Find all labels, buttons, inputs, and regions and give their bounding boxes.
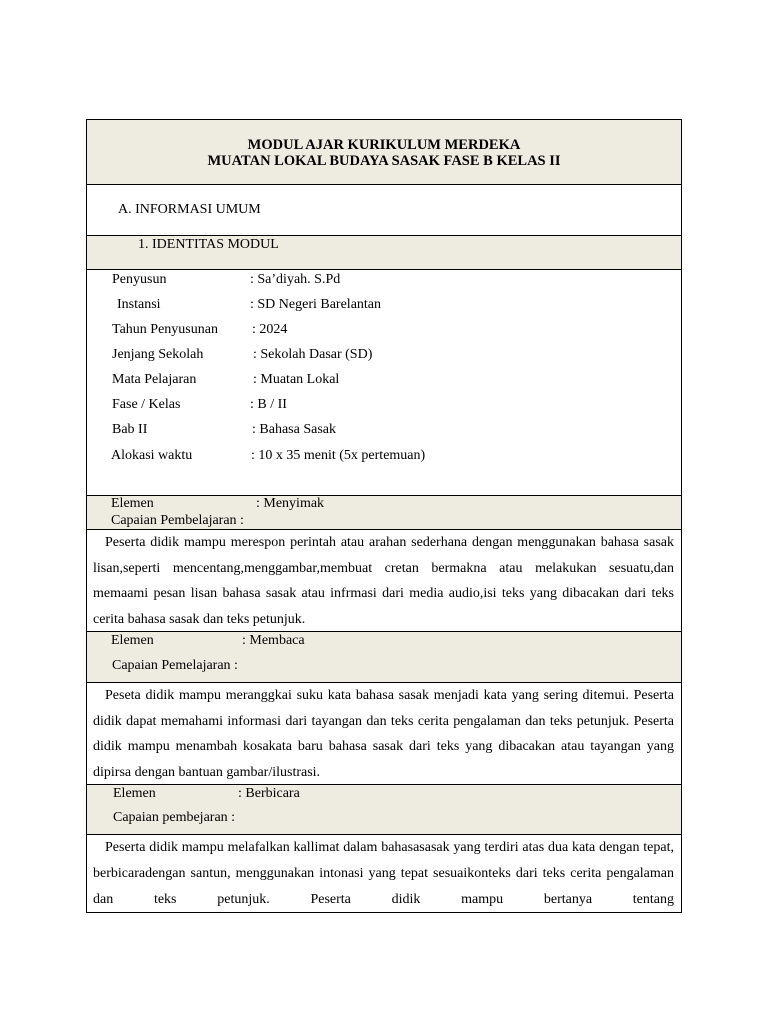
identity-label: Tahun Penyusunan [112,322,218,337]
elemen-value: : Berbicara [238,786,300,801]
identity-label: Mata Pelajaran [112,372,197,387]
identity-label: Bab II [112,422,148,437]
elemen-value: : Membaca [242,633,305,648]
identity-value: : 2024 [252,322,288,337]
capaian-text: Peserta didik mampu merespon perintah atau arahan sederhana dengan menggunakan bahasa sasak lisan,seperti mencentang,menggambar,membuat cretan bermakna atau melakukan sesuatu,dan memaami pesan lisan bahasa sasak atau infrmasi dari media audio,isi teks yang dibacakan dari teks cerita bahasa sasak dan teks petunjuk. [93,535,674,627]
identity-label: Instansi [117,297,161,312]
capaian-label: Capaian Pemelajaran : [112,658,238,673]
elemen-label: Elemen [111,496,154,511]
element-text-row [86,530,682,632]
identity-value: : SD Negeri Barelantan [250,297,382,312]
capaian-label: Capaian Pembelajaran : [111,513,244,528]
title-row [86,119,682,185]
elemen-label: Elemen [111,633,154,648]
subsection-row [86,236,682,270]
section-a-row [86,185,682,236]
identity-value: : Muatan Lokal [253,372,340,387]
elemen-label: Elemen [113,786,156,801]
identity-value: : Sa’diyah. S.Pd [250,272,341,287]
capaian-label: Capaian pembejaran : [113,810,236,825]
element-text-row [86,683,682,785]
identity-value: : B / II [250,397,287,412]
subsection-heading: 1. IDENTITAS MODUL [138,237,279,252]
identity-label: Jenjang Sekolah [112,347,204,362]
capaian-text: Peseta didik mampu meranggkai suku kata bahasa sasak menjadi kata yang sering ditemui. Peserta didik dapat memahami informasi dari tayangan dan teks cerita pengalaman dan teks petunjuk. Peserta didik mampu menambah kosakata baru bahasa sasak dari teks yang dibacakan atau tayangan yang dipirsa dengan bantuan gambar/ilustrasi. [93,688,674,780]
identity-label: Alokasi waktu [111,448,193,463]
identity-value: : Sekolah Dasar (SD) [253,347,373,362]
document-title: MODUL AJAR KURIKULUM MERDEKA [247,137,521,153]
elemen-value: : Menyimak [256,496,325,511]
document-subtitle: MUATAN LOKAL BUDAYA SASAK FASE B KELAS II [207,153,561,169]
element-header-row [86,496,682,530]
module-table [86,119,682,913]
element-header-row [86,632,682,683]
identity-block [86,270,682,496]
identity-label: Penyusun [112,272,167,287]
capaian-text: Peserta didik mampu melafalkan kallimat dalam bahasasasak yang terdiri atas dua kata dengan tepat, berbicaradengan santun, menggunakan intonasi yang tepat sesuaikonteks dari teks cerita pengalaman dan teks petunjuk. Peserta didik mampu bertanya tentang [93,840,674,907]
identity-label: Fase / Kelas [112,397,181,412]
element-header-row [86,785,682,835]
identity-value: : 10 x 35 menit (5x pertemuan) [251,448,426,463]
section-a-heading: A. INFORMASI UMUM [118,202,261,217]
element-text-row [86,835,682,913]
identity-value: : Bahasa Sasak [252,422,336,437]
